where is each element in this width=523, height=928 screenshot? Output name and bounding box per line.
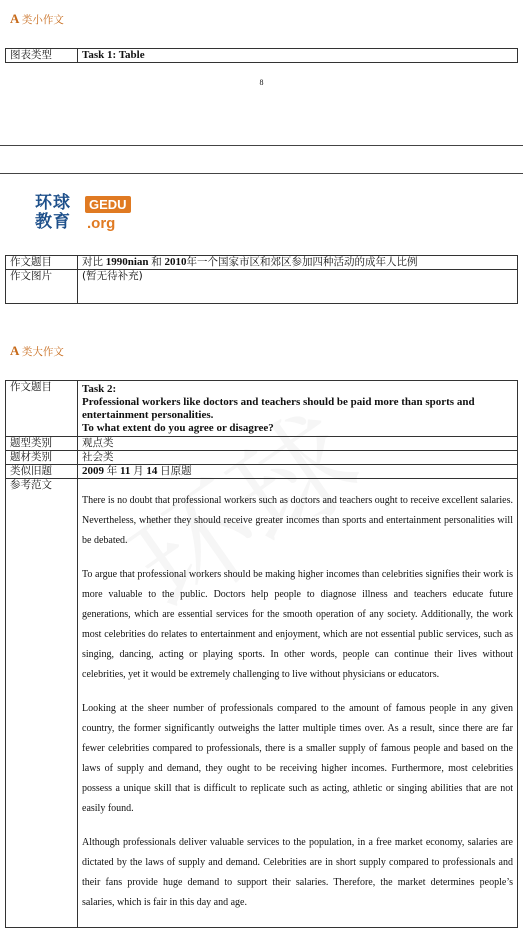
section-title-small-essay: [10, 11, 64, 27]
essay-paragraph: Although professionals deliver valuable services to the population, in a free market economy, salaries are dictated by the laws of supply and demand. Celebrities are in short supply compared to professionals and their fans provide huge demand to support their salaries. Therefore, the market determines people’s salaries, which is fair in this day and age.: [82, 837, 513, 908]
task-topic-label: 作文题目: [6, 381, 78, 437]
chart-type-value: Task 1: Table: [78, 49, 518, 63]
logo-gedu: GEDU: [85, 196, 131, 213]
large-essay-table: [5, 380, 518, 928]
chart-type-table: [5, 48, 518, 63]
chart-type-label: 图表类型: [6, 49, 78, 63]
section-title-large-essay: [10, 343, 64, 359]
topic-label: 作文题目: [6, 256, 78, 270]
task-question: To what extent do you agree or disagree?: [82, 422, 274, 434]
section-label: 类大作文: [21, 346, 64, 358]
essay-paragraph: Looking at the sheer number of professionals compared to the amount of famous people in any given country, the former significantly outweighs the latter multiple times over. As a result, since there are far fewer celebrities compared to professionals, there is a smaller supply of famous people and based on the laws of supply and demand, they ought to be receiving higher incomes. Furthermore, most celebrities possess a unique skill that is difficult to replicate such as acting, athletic or singing abilities that are not easily found.: [82, 703, 513, 814]
page-number: 8: [259, 78, 264, 87]
section-label: 类小作文: [21, 14, 64, 26]
essay-paragraph: To argue that professional workers should be making higher incomes than celebrities signifies their work is more valuable to the public. Doctors help people to diagnose illness and teachers educate future generations, which are essential services for the smooth operation of any society. Additionally, the work most celebrities do relates to entertainment and enjoyment, which are not essential public services, such as singing, dancing, acting or playing sports. In other words, people can continue their lives without celebrities, yet it would be extremely challenging to live without physicians or educators.: [82, 569, 513, 680]
subject-value: 社会类: [78, 451, 518, 465]
logo-cn-line2: 教育: [35, 212, 71, 232]
essay-paragraph: There is no doubt that professional workers such as doctors and teachers ought to receive excellent salaries. Nevertheless, whether they should receive greater incomes than sports and entertainment personalities will be debated.: [82, 495, 513, 546]
page-break-top: [0, 145, 523, 146]
task-title: Task 2:: [82, 383, 117, 395]
section-prefix: A: [10, 11, 19, 26]
similar-label: 类似旧题: [6, 465, 78, 479]
task-topic-value: [78, 381, 518, 437]
type-label: 题型类别: [6, 437, 78, 451]
page-break-bottom: [0, 173, 523, 174]
essay-body: [78, 479, 518, 928]
subject-label: 题材类别: [6, 451, 78, 465]
gedu-logo: [35, 195, 135, 235]
section-prefix: A: [10, 343, 19, 358]
task-prompt: Professional workers like doctors and teachers should be paid more than sports and entertainment personalities.: [82, 396, 475, 421]
logo-org: .org: [87, 215, 116, 232]
small-essay-table: [5, 255, 518, 304]
similar-value: 2009 年 11 月 14 日原题: [78, 465, 518, 479]
essay-label: 参考范文: [6, 479, 78, 928]
logo-cn-line1: 环球: [35, 193, 71, 213]
image-value: (暂无待补充): [78, 270, 518, 304]
topic-value: 对比 1990nian 和 2010年一个国家市区和郊区参加四种活动的成年人比例: [78, 256, 518, 270]
type-value: 观点类: [78, 437, 518, 451]
image-label: 作文图片: [6, 270, 78, 304]
